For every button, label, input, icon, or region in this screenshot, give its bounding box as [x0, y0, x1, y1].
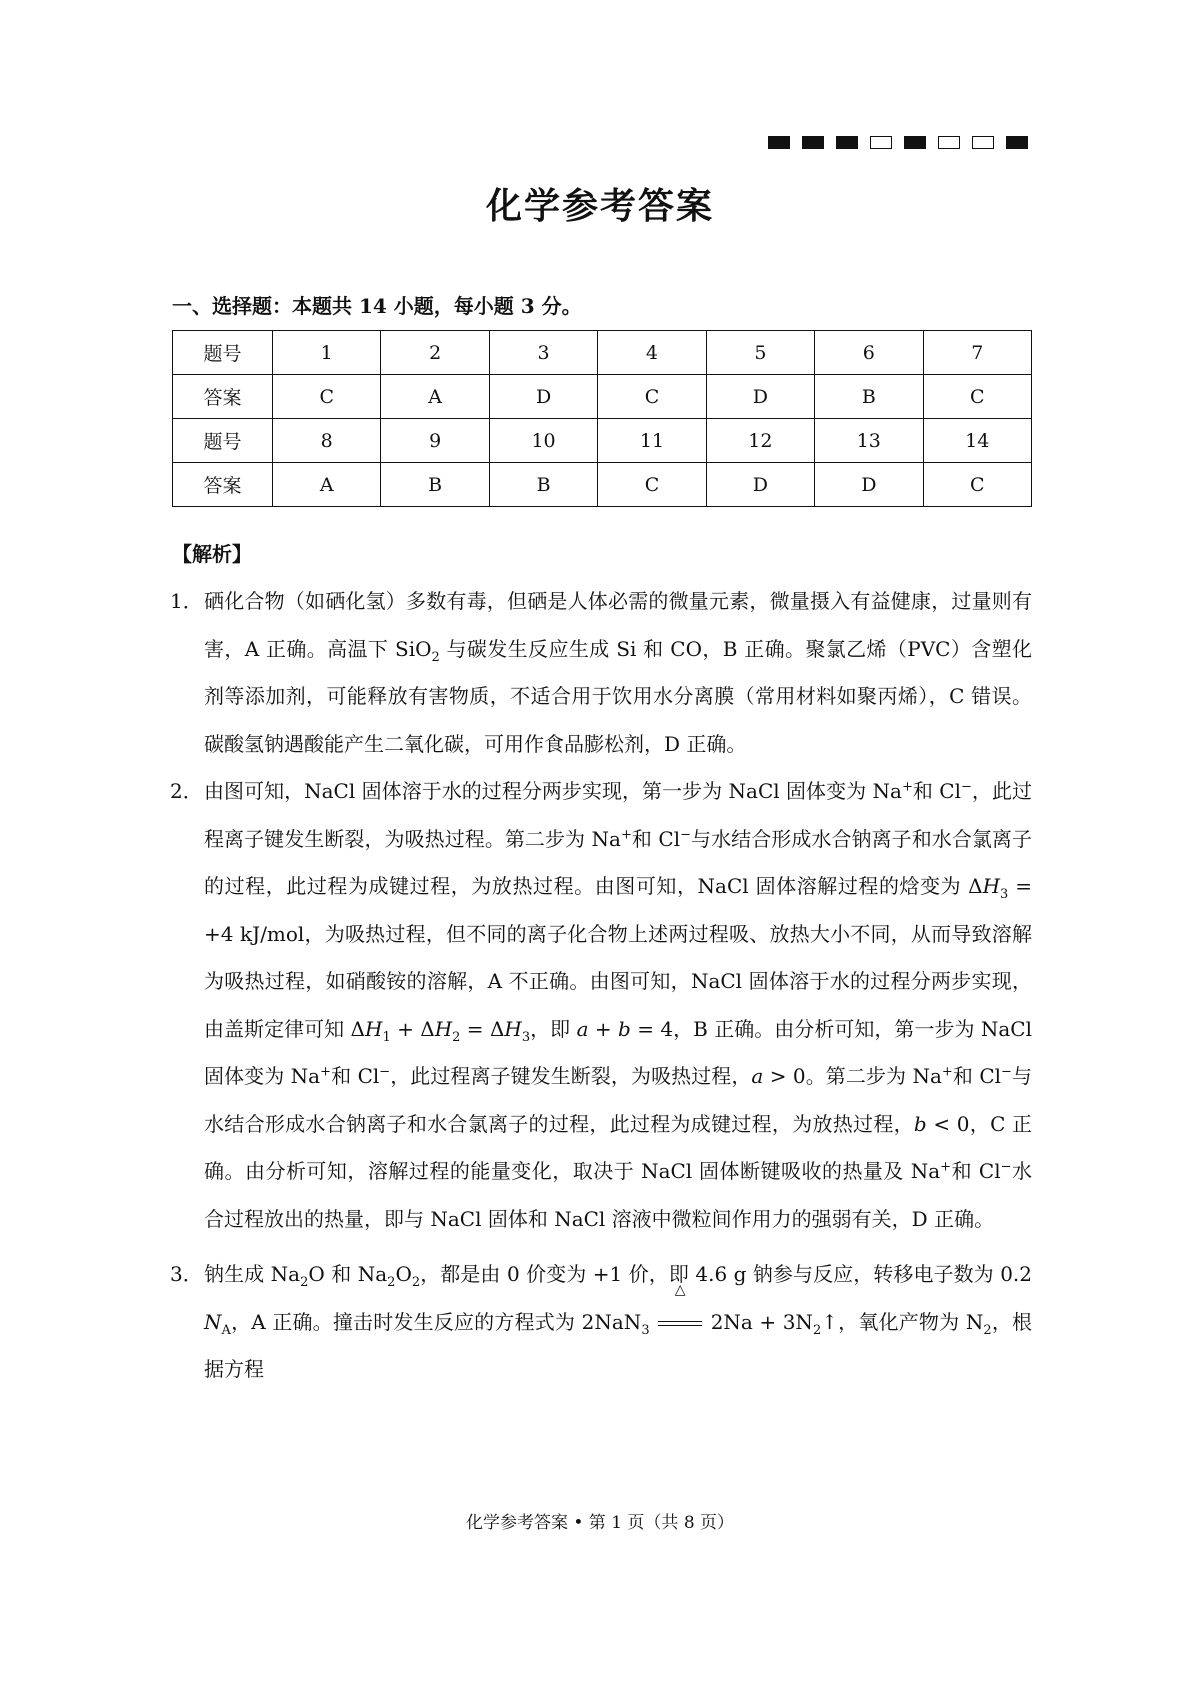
header-mark-empty: [938, 136, 960, 149]
answer-table: [172, 330, 1032, 507]
page-title: 化学参考答案: [485, 185, 714, 227]
header-mark-filled: [768, 136, 790, 149]
item-number: 2．: [170, 779, 203, 803]
table-row: [173, 331, 1032, 375]
table-cell: C: [923, 463, 1031, 507]
table-cell: C: [598, 375, 706, 419]
table-cell: A: [381, 375, 489, 419]
table-cell: 2: [381, 331, 489, 375]
explanation-item: [170, 578, 1032, 768]
table-cell: D: [489, 375, 597, 419]
table-cell: B: [489, 463, 597, 507]
page-footer: 化学参考答案 • 第 1 页（共 8 页）: [465, 1513, 735, 1533]
table-cell: B: [815, 375, 923, 419]
table-cell: 5: [706, 331, 814, 375]
header-mark-empty: [972, 136, 994, 149]
row-label: 答案: [173, 463, 273, 507]
explanation-label: 【解析】: [172, 542, 252, 566]
table-cell: 14: [923, 419, 1031, 463]
header-mark-filled: [836, 136, 858, 149]
table-cell: 6: [815, 331, 923, 375]
item-text: 由图可知，NaCl 固体溶于水的过程分两步实现，第一步为 NaCl 固体变为 Na+和 Cl−，此过程离子键发生断裂，为吸热过程。第二步为 Na+和 Cl−与水结合形成水合钠离子和水合氯离子的过程，此过程为成键过程，为放热过程。由图可知，NaCl 固体溶解过程的焓变为 $\Delta H_3 = +4$ kJ/mol，为吸热过程，但不同的离子化合物上述两过程吸、放热大小不同，从而导致溶解为吸热过程，如硝酸铵的溶解，A 不正确。由图可知，NaCl 固体溶于水的过程分两步实现，由盖斯定律可知 $\Delta H_1 + \Delta H_2 = \Delta H_3$，即 a + b = 4，B 正确。由分析可知，第一步为 NaCl 固体变为 Na+和 Cl−，此过程离子键发生断裂，为吸热过程，a > 0。第二步为 Na+和 Cl−与水结合形成水合钠离子和水合氯离子的过程，此过程为成键过程，为放热过程，b < 0，C 正确。由分析可知，溶解过程的能量变化，取决于 NaCl 固体断键吸收的热量及 Na+和 Cl−水合过程放出的热量，即与 NaCl 固体和 NaCl 溶液中微粒间作用力的强弱有关，D 正确。: [204, 779, 1033, 1231]
table-cell: 8: [273, 419, 381, 463]
table-cell: 7: [923, 331, 1031, 375]
row-label: 题号: [173, 331, 273, 375]
item-number: 3．: [170, 1262, 203, 1286]
item-number: 1．: [170, 589, 203, 613]
table-cell: 10: [489, 419, 597, 463]
header-mark-filled: [904, 136, 926, 149]
table-row: [173, 375, 1032, 419]
header-mark-empty: [870, 136, 892, 149]
table-cell: A: [273, 463, 381, 507]
table-cell: C: [273, 375, 381, 419]
item-text: 硒化合物（如硒化氢）多数有毒，但硒是人体必需的微量元素，微量摄入有益健康，过量则有害，A 正确。高温下 SiO$_2$ 与碳发生反应生成 Si 和 CO，B 正确。聚氯乙烯（PVC）含塑化剂等添加剂，可能释放有害物质，不适合用于饮用水分离膜（常用材料如聚丙烯），C 错误。碳酸氢钠遇酸能产生二氧化碳，可用作食品膨松剂，D 正确。: [204, 589, 1033, 756]
explanation-body: [170, 578, 1032, 1394]
item-text: 钠生成 $Na_2O$ 和 $Na_2O_2$，都是由 0 价变为 +1 价，即 4.6 g 钠参与反应，转移电子数为 0.2 $N_A$，A 正确。撞击时发生反应的方程式为 2NaN$_3$ △ $2Na + 3N_2↑$，氧化产物为 $N_2$，根据方程: [204, 1262, 1033, 1381]
table-cell: 4: [598, 331, 706, 375]
table-cell: 1: [273, 331, 381, 375]
table-cell: D: [706, 463, 814, 507]
table-cell: B: [381, 463, 489, 507]
table-cell: D: [706, 375, 814, 419]
table-cell: 9: [381, 419, 489, 463]
table-cell: 12: [706, 419, 814, 463]
section-heading: 一、选择题：本题共 14 小题，每小题 3 分。: [172, 294, 582, 318]
header-marks: [768, 136, 1028, 149]
table-cell: C: [598, 463, 706, 507]
header-mark-filled: [802, 136, 824, 149]
header-mark-filled: [1006, 136, 1028, 149]
table-cell: 13: [815, 419, 923, 463]
row-label: 答案: [173, 375, 273, 419]
table-cell: D: [815, 463, 923, 507]
table-cell: 3: [489, 331, 597, 375]
table-cell: 11: [598, 419, 706, 463]
table-row: [173, 463, 1032, 507]
table-row: [173, 419, 1032, 463]
explanation-item: [170, 768, 1032, 1243]
row-label: 题号: [173, 419, 273, 463]
explanation-item: [170, 1251, 1032, 1394]
table-cell: C: [923, 375, 1031, 419]
